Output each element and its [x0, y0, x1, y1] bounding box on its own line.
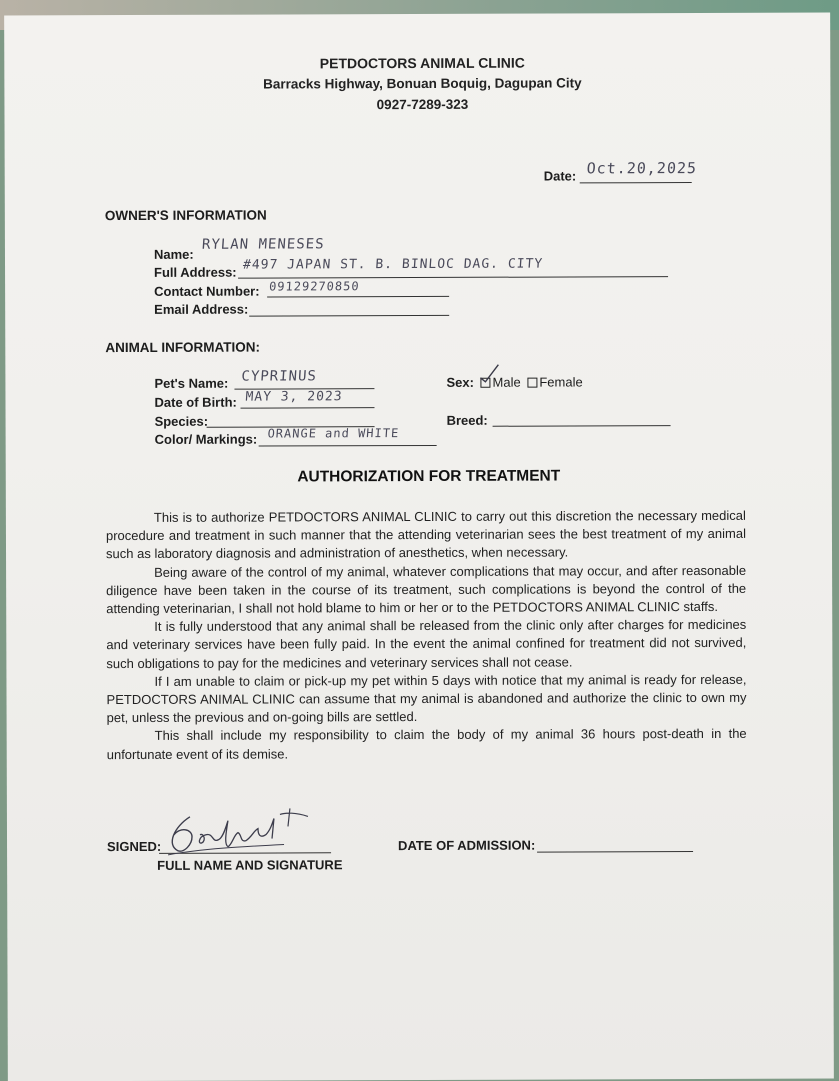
signed-label: SIGNED: [107, 838, 162, 855]
species-label: Species: [154, 413, 209, 429]
clinic-name: PETDOCTORS ANIMAL CLINIC [319, 54, 525, 72]
authorization-body [106, 507, 747, 764]
checkmark-icon [478, 363, 500, 385]
sex-male-checkbox[interactable] [481, 378, 491, 388]
authorization-paragraph: This is to authorize PETDOCTORS ANIMAL CLINIC to carry out this discretion the necessary medical procedure and treatment in such manner that the attending veterinarian sees the best treatment of my animal such as laboratory diagnosis and administration of anesthetics, when necessary. [105, 507, 746, 562]
owner-contact-line [267, 296, 449, 298]
treatment-authorization-form [4, 13, 834, 1081]
date-label: Date: [543, 168, 577, 184]
pet-name-label: Pet's Name: [154, 375, 229, 391]
owner-address-label: Full Address: [154, 264, 237, 280]
dob-label: Date of Birth: [154, 394, 237, 410]
color-line [259, 445, 437, 447]
pet-name-value[interactable]: CYPRINUS [240, 368, 318, 385]
handwritten-signature[interactable] [162, 804, 312, 865]
authorization-paragraph: It is fully understood that any animal shall be released from the clinic only after charges for medicines and veterinary services have been fully paid. In the event the animal confined for treatment did not survived, such obligations to pay for the medicines and veterinary services shall not cease. [106, 617, 747, 671]
authorization-paragraph: If I am unable to claim or pick-up my pet within 5 days with notice that my animal is ready for release, PETDOCTORS ANIMAL CLINIC can assume that my animal is abandoned and authorize the clinic to own my pet, unless the previous and on-going bills are settled. [106, 671, 747, 726]
animal-heading: ANIMAL INFORMATION: [105, 339, 261, 356]
owner-email-line[interactable] [249, 315, 449, 317]
breed-line[interactable] [493, 425, 671, 427]
signature-sub-label: FULL NAME AND SIGNATURE [157, 857, 343, 873]
owner-address-value[interactable]: #497 JAPAN ST. B. BINLOC DAG. CITY [242, 256, 544, 273]
owner-name-label: Name: [153, 246, 194, 262]
sex-field [446, 374, 582, 389]
sex-female-label: Female [539, 374, 583, 390]
admission-label: DATE OF ADMISSION: [398, 837, 536, 854]
date-line [580, 182, 692, 183]
sex-label: Sex: [446, 374, 474, 390]
color-value[interactable]: ORANGE and WHITE [267, 426, 400, 441]
dob-value[interactable]: MAY 3, 2023 [244, 389, 344, 405]
sex-male-label: Male [492, 374, 521, 390]
sex-female-checkbox[interactable] [527, 378, 537, 388]
owner-address-line [238, 276, 668, 279]
owner-contact-label: Contact Number: [154, 283, 260, 299]
breed-label: Breed: [446, 412, 488, 428]
admission-line[interactable] [537, 851, 693, 853]
clinic-phone: 0927-7289-323 [376, 96, 469, 113]
authorization-paragraph: Being aware of the control of my animal, whatever complications that may occur, and after reasonable diligence have been taken in the course of its treatment, such complications is beyond the control of the attending veterinarian, I shall not hold blame to him or her or to the PETDOCTORS ANIMAL CLINIC staffs. [106, 562, 747, 617]
authorization-paragraph: This shall include my responsibility to claim the body of my animal 36 hours post-death in the unfortunate event of its demise. [106, 726, 747, 762]
dob-line [241, 407, 375, 408]
owner-email-label: Email Address: [154, 301, 249, 317]
authorization-title: AUTHORIZATION FOR TREATMENT [297, 467, 561, 486]
color-label: Color/ Markings: [154, 431, 258, 447]
clinic-address: Barracks Highway, Bonuan Boquig, Dagupan City [263, 75, 582, 92]
owner-name-value[interactable]: RYLAN MENESES [201, 236, 326, 253]
owner-heading: OWNER'S INFORMATION [104, 207, 267, 224]
date-value[interactable]: Oct.20,2025 [586, 159, 698, 178]
owner-contact-value[interactable]: 09129270850 [268, 279, 361, 294]
